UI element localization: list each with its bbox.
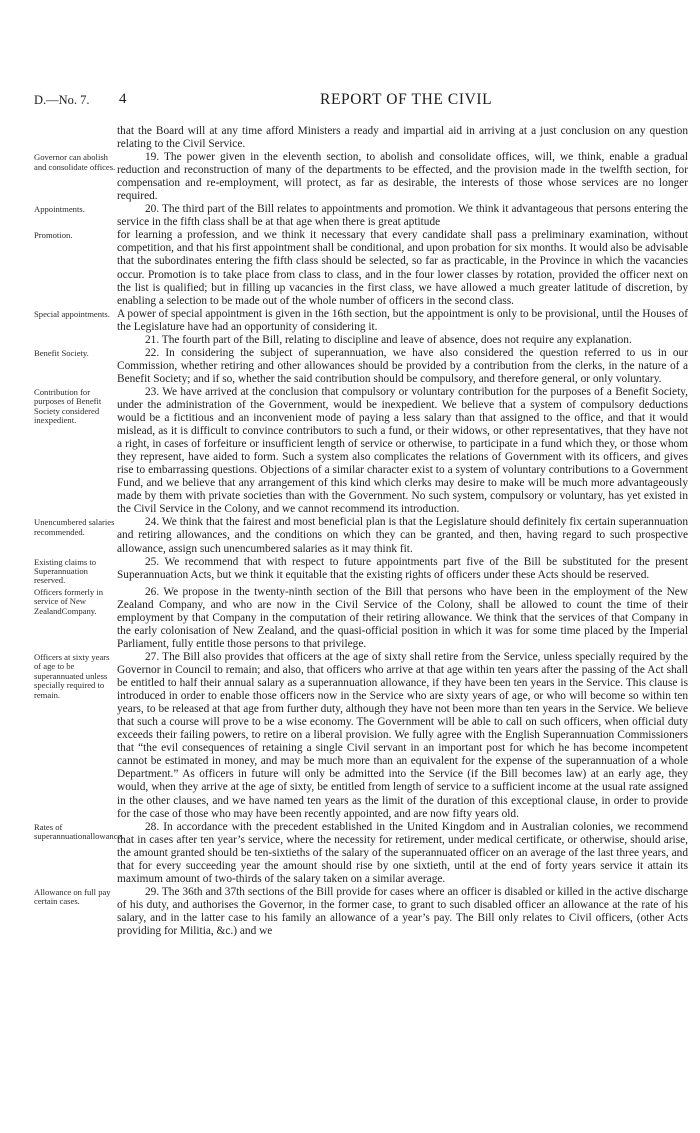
paragraph: 22. In considering the subject of superannuation, we have also considered the question referred to us in our Commission, whether retiring and other allowances should be provided by a contribution from the clerks, in the nature of a Benefit Society; and if so, whether the said contribution should be compulsory, and therefore general, or only voluntary. xyxy=(117,346,688,385)
margin-note xyxy=(34,334,117,347)
margin-note: Promotion. xyxy=(34,230,73,241)
margin-note: Contribution for purposes of Benefit Society considered inexpedient. xyxy=(34,386,102,426)
margin-note: Unencumbered salaries recommended. xyxy=(34,517,115,537)
margin-note xyxy=(34,125,117,151)
paragraph-block xyxy=(34,556,688,586)
page-header xyxy=(34,91,680,111)
paragraph: that the Board will at any time afford Ministers a ready and impartial aid in arriving at a just conclusion on any question relating to the Civil Service. xyxy=(117,125,688,151)
margin-note: Allowance on full pay certain cases. xyxy=(34,886,111,907)
paragraph: 24. We think that the fairest and most beneficial plan is that the Legislature should definitely fix certain superannuation and retiring allowances, and the conditions on which they can be granted, and then, having regard to such prospective allowance, assign such unencumbered salaries as it may think fit. xyxy=(117,516,688,555)
paragraph: 26. We propose in the twenty-ninth section of the Bill that persons who have been in the employment of the New Zealand Company, and who are now in the Civil Service of the Colony, shall be allowed to count the time of their employment by that Company in the computation of their retiring allowance. We think that the services of that Company in the early colonisation of New Zealand, and the quasi-official position in which it was for some time placed by the Imperial Parliament, fully entitle those persons to that privilege. xyxy=(117,585,688,650)
paragraph-block xyxy=(34,125,688,151)
paragraph: 29. The 36th and 37th sections of the Bill provide for cases where an officer is disabled or killed in the active discharge of his duty, and authorises the Governor, in the former case, to grant to such disabled officer an allowance at the rate of his salary, and in the latter case to his family an allowance of a year’s pay. The Bill only relates to Civil officers, (other Acts providing for Militia, &c.) and we xyxy=(117,885,688,937)
paragraph-block xyxy=(34,821,688,886)
margin-note: Existing claims to Superannuation reserved. xyxy=(34,556,97,586)
margin-note: Benefit Society. xyxy=(34,347,89,358)
paragraph-block xyxy=(34,229,688,307)
paragraph: for learning a profession, and we think it necessary that every candidate shall pass a preliminary examination, without competition, and that his first appointment shall be conditional, and upon probation for six months. It would also be advisable that the subordinates entering the fifth class should be selected, so far as practicable, in the Province in which the vacancies occur. Promotion is to take place from class to class, and in the four lower classes by rotation, provided the officer next on the list is qualified; but in filling up vacancies in the first class, we have allowed a much greater latitude of discretion, by enabling a selection to be made out of the whole number of officers in the second class. xyxy=(117,229,688,307)
document-reference: D.—No. 7. xyxy=(34,93,90,107)
paragraph-block xyxy=(34,886,688,938)
paragraph: 28. In accordance with the precedent established in the United Kingdom and in Australian colonies, we recommend that in cases after ten year’s service, where the necessity for retirement, under medical certificate, or otherwise, should arise, the amount granted should be ten-sixtieths of the salary of the superannuated officer on an average of the last three years, and that for every succeeding year the amount should rise by one sixtieth, until at the end of forty years service it attain its maximum amount of two-thirds of the salary taken on a similar average. xyxy=(117,820,688,885)
margin-note: Appointments. xyxy=(34,204,85,215)
paragraph: 19. The power given in the eleventh section, to abolish and consolidate offices, will, we think, enable a gradual reduction and reconstruction of many of the departments to be effected, and the provision made in the twelfth section, for compensation and re-employment, will protect, as far as desirable, the interests of those whose services are no longer required. xyxy=(117,151,688,203)
paragraph-block xyxy=(34,151,688,203)
paragraph: 27. The Bill also provides that officers at the age of sixty shall retire from the Service, unless specially required by the Governor in Council to remain; and also, that officers who arrive at that age within ten years after the passing of the Act shall be entitled to half their annual salary as a superannuation allowance, if they have been ten years in the Service. This clause is introduced in order to enable those officers now in the Service who are sixty years of age, or who will become so within ten years, to be released at that age from further duty, although they have not been more than ten years in the Service. We believe that such a course will prove to be a wise economy. The Government will be able to call on such officers, when official duty exceeds their failing powers, to retire on a liberal provision. We fully agree with the English Superannuation Commissioners that “the evil consequences of retaining a single Civil servant in an important post for which he has become incompetent cannot be estimated in money, and may be much more than an equivalent for the expense of the superannuation of a whole Department.” As officers in future will only be admitted into the Service (if the Bill becomes law) at an early age, they would, when they arrive at the age of sixty, be entitled from length of service to a sufficient income at the usual rate assigned in the other clauses, and we have named ten years as the limit of the duration of this exceptional clause, in order to provide for the case of those who may have been recently appointed, and are now fifty years old. xyxy=(117,651,688,820)
margin-note: Rates of superannuationallowance. xyxy=(34,821,124,842)
paragraph-block xyxy=(34,651,688,821)
paragraph: 21. The fourth part of the Bill, relating to discipline and leave of absence, does not require any explanation. xyxy=(145,333,632,346)
margin-note: Governor can abolish and consolidate offices. xyxy=(34,152,116,172)
paragraph-block xyxy=(34,308,688,334)
paragraph-block xyxy=(34,334,688,347)
paragraph: 20. The third part of the Bill relates to appointments and promotion. We think it advantageous that persons entering the service in the fifth class shall be at that age when there is great aptitude xyxy=(117,203,688,229)
paragraph-block xyxy=(34,203,688,229)
page-title: REPORT OF THE CIVIL xyxy=(320,91,493,108)
paragraph-block xyxy=(34,347,688,386)
paragraph-block xyxy=(34,586,688,651)
margin-note: Officers at sixty years of age to be superannuated unless specially required to remain. xyxy=(34,652,110,700)
page-number: 4 xyxy=(119,91,127,107)
paragraph-block xyxy=(34,516,688,555)
paragraph: 23. We have arrived at the conclusion that compulsory or voluntary contribution for the purposes of a Benefit Society, under the administration of the Government, would be inexpedient. We believe that a system of compulsory deductions would be a fictitious and an inconvenient mode of paying a less salary than that assigned to the office, and that it would mislead, as it is difficult to convince contributors to such a fund, or their widows, or other representatives, that they have not a right, in cases of forfeiture or insufficient length of service or otherwise, to participate in a fund which they, or those whom they represent, have aided to form. Such a system also complicates the relations of Government with its officers, and gives rise to embarrassing questions. Objections of a similar character exist to a system of voluntary contributions to a Government Fund, and we believe that any arrangement of this kind which clerks may desire to make will be much more advantageously made by them with private societies than with the Government. No such system, compulsory or voluntary, has yet existed in the Civil Service in the Colony, and we cannot recommend its introduction. xyxy=(117,385,688,516)
margin-note: Special appointments. xyxy=(34,308,110,319)
paragraph: 25. We recommend that with respect to future appointments part five of the Bill be substituted for the present Superannuation Acts, but we think it equitable that the existing rights of officers under these Acts should be reserved. xyxy=(117,555,688,581)
report-body xyxy=(34,125,688,938)
paragraph: A power of special appointment is given in the 16th section, but the appointment is only to be provisional, until the Houses of the Legislature have had an opportunity of considering it. xyxy=(117,307,688,333)
margin-note: Officers formerly in service of New ZealandCompany. xyxy=(34,586,104,616)
paragraph-block xyxy=(34,386,688,516)
